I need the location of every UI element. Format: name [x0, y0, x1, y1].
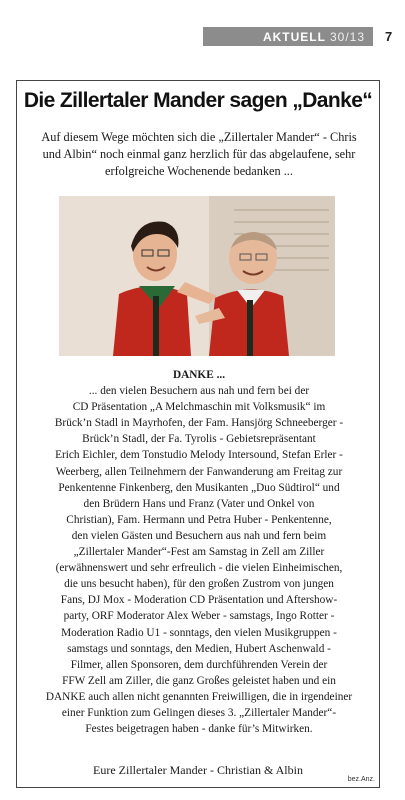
body-line: Brück’n Stadl in Mayrhofen, der Fam. Hansjörg Schneeberger - [54, 417, 344, 430]
section-header-bar [203, 27, 373, 46]
body-line: CD Präsentation „A Melchmaschin mit Volksmusik“ im [72, 401, 326, 414]
signoff: Eure Zillertaler Mander - Christian & Albin [93, 763, 303, 777]
thank-you-text [23, 367, 375, 737]
body-line: einer Funktion zum Gelingen dieses 3. „Zillertaler Mander“- [61, 706, 337, 719]
article-title: Die Zillertaler Mander sagen „Danke“ [23, 89, 373, 112]
body-line: den vielen Gästen und Besuchern aus nah und fern beim [71, 529, 327, 542]
danke-heading: DANKE ... [172, 369, 226, 381]
advertisement-mark: bez.Anz. [347, 776, 375, 783]
body-line: FFW Zell am Ziller, die ganz Großes geleistet haben und ein [62, 674, 336, 687]
band-photo [59, 196, 335, 356]
body-line: ... den vielen Besuchern aus nah und fern bei der [88, 385, 310, 398]
body-line: die uns besucht haben), für den großen Zustrom von jungen [64, 578, 334, 591]
body-line: Erich Eichler, dem Tonstudio Melody Intersound, Stefan Erler - [55, 449, 343, 462]
body-line: DANKE auch allen nicht genannten Freiwilligen, die in irgendeiner [45, 690, 353, 703]
body-line: Brück’n Stadl, der Fa. Tyrolis - Gebietsrepräsentant [82, 433, 316, 446]
body-line: party, ORF Moderator Alex Weber - samstags, Ingo Rotter - [63, 610, 335, 623]
issue-label: 30/13 [329, 29, 365, 44]
body-line: Penkentenne Finkenberg, den Musikanten „Duo Südtirol“ und [58, 481, 340, 494]
body-line: Fans, DJ Mox - Moderation CD Präsentation und Aftershow- [60, 594, 338, 607]
body-line: Festes beigetragen haben - danke für’s Mitwirken. [85, 723, 313, 736]
page-number: 7 [385, 29, 393, 44]
band-photo-illustration [59, 196, 335, 356]
body-line: Filmer, allen Sponsoren, dem durchführenden Verein der [70, 658, 328, 671]
body-line: „Zillertaler Mander“-Fest am Samstag in Zell am Ziller [73, 546, 325, 559]
body-line: (erwähnenswert und sehr erfreulich - die vielen Einheimischen, [55, 562, 343, 575]
body-line: Weerberg, allen Teilnehmern der Fanwanderung am Freitag zur [55, 465, 343, 478]
section-label: AKTUELL [262, 29, 326, 44]
body-line: samstags und sonntags, den Medien, Hubert Aschenwald - [67, 642, 331, 655]
body-line: Christian), Fam. Hermann und Petra Huber - Penkentenne, [66, 513, 332, 526]
body-line: Moderation Radio U1 - sonntags, den vielen Musikgruppen - [61, 626, 337, 639]
article-box [16, 80, 380, 788]
body-line: den Brüdern Hans und Franz (Vater und Onkel von [83, 497, 315, 510]
article-intro: Auf diesem Wege möchten sich die „Zillertaler Mander“ - Chris und Albin“ noch einmal ganz herzlich für das abgelaufene, sehr erfolgreiche Wochenende bedanken ... [41, 130, 357, 178]
